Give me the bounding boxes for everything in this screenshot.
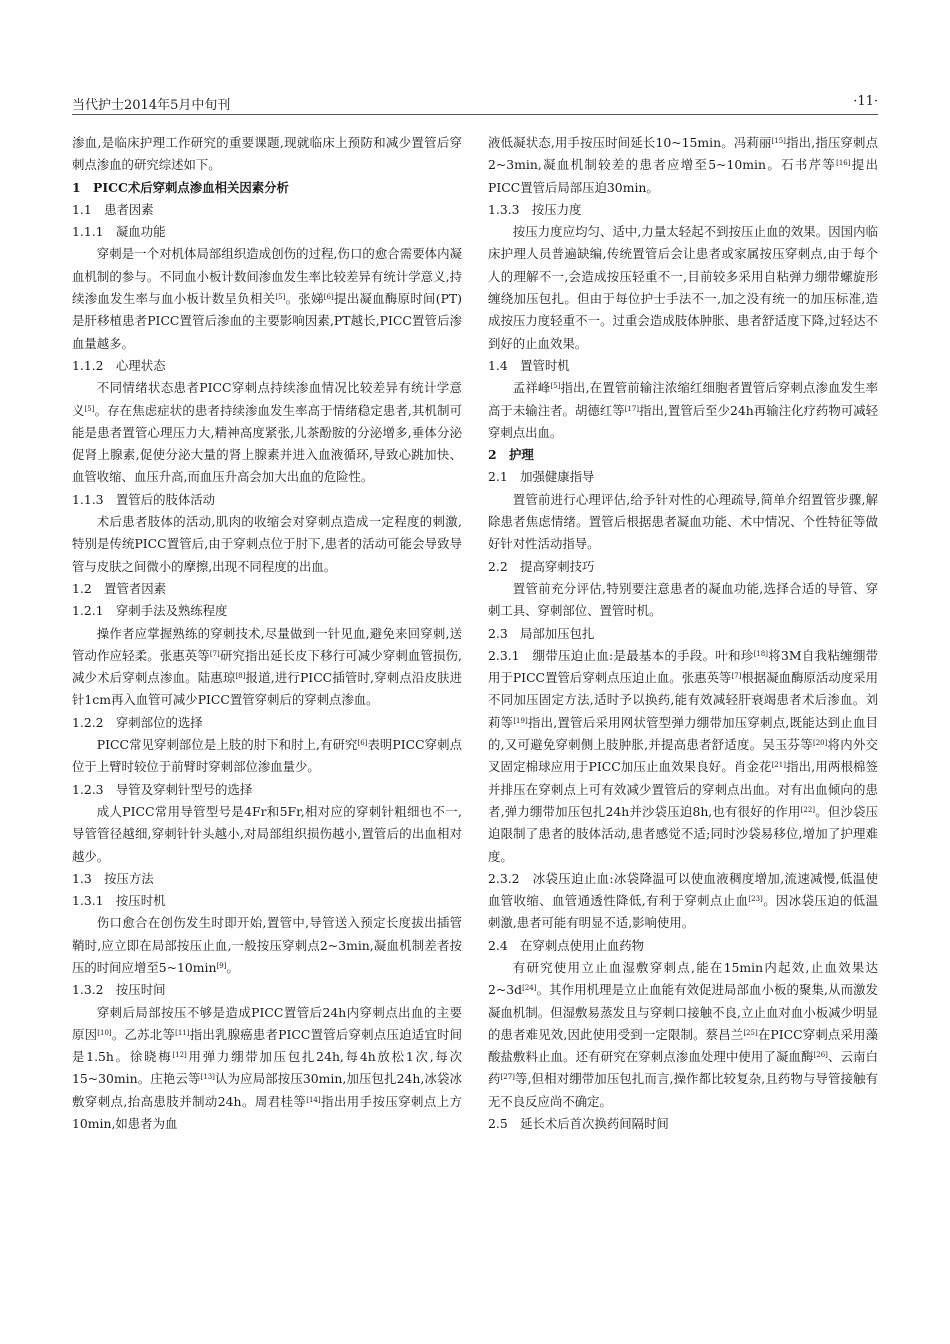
text-run: 根据凝血酶原活动度采用不同加压固定方法,适时予以换药,能有效减轻肝衰竭患者术后渗血。刘莉等 [488, 670, 878, 730]
subsection-heading: 1.2 置管者因素 [72, 580, 167, 596]
citation-ref: [8] [235, 672, 246, 681]
paragraph: 渗血,是临床护理工作研究的重要课题,现就临床上预防和减少置管后穿刺点渗血的研究综述如下。 [72, 135, 462, 173]
citation-ref: [24] [522, 984, 537, 993]
text-run: 指出乳腺癌患者PICC置管后穿刺点压迫适宜时间是1.5h。徐晓梅 [72, 1026, 463, 1065]
text-run: 穿刺后局部按压不够是造成PICC置管后24h内穿刺点出血的主要原因 [72, 1004, 462, 1042]
subsection-heading: 1.2.3 导管及穿刺针型号的选择 [72, 781, 253, 797]
subsection-heading: 1.3.3 按压力度 [488, 201, 582, 217]
running-header [72, 92, 878, 115]
citation-ref: [5] [84, 404, 95, 413]
text-run: 指出,置管后采用网状管型弹力绷带加压穿刺点,既能达到止血目的,又可避免穿刺侧上肢肿胀,并提高患者舒适度。吴玉芬等 [488, 714, 878, 753]
text-run: 指出用手按压穿刺点上方10min,如患者为血 [72, 1093, 463, 1132]
text-run: 用弹力绷带加压包扎24h,每4h放松1次,每次15~30min。庄艳云等 [72, 1049, 463, 1087]
citation-ref: [9] [216, 962, 227, 971]
text-run: 提出PICC置管后局部压迫30min。 [488, 157, 878, 195]
text-run: 指出,在置管前输注浓缩红细胞者置管后穿刺点渗血发生率高于未输注者。胡德红等 [488, 380, 878, 418]
paragraph [488, 377, 878, 444]
text-run: 将3M自我粘缠绷带用于PICC置管后穿刺点压迫止血。张惠英等 [488, 647, 878, 686]
text-run: 操作者应掌握熟练的穿刺技术,尽量做到一针见血,避免来回穿刺,送管动作应轻柔。张惠英等 [72, 625, 462, 663]
text-run: 伤口愈合在创伤发生时即开始,置管中,导管送入预定长度拔出插管鞘时,应立即在局部按压止血,一般按压穿刺点2~3min,凝血机制差者按压的时间应增至5~10min [72, 915, 462, 975]
paragraph: 置管前进行心理评估,给予针对性的心理疏导,简单介绍置管步骤,解除患者焦虑情绪。置管后根据患者凝血功能、术中情况、个性特征等做好针对性活动指导。 [488, 491, 878, 552]
paragraph [488, 957, 878, 1113]
paragraph [72, 377, 462, 488]
citation-ref: [19] [513, 716, 528, 725]
subsection-heading: 1.1.2 心理状态 [72, 357, 166, 373]
text-run: 。存在焦虑症状的患者持续渗血发生率高于情绪稳定患者,其机制可能是患者置管心理压力大,精神高度紧张,儿茶酚胺的分泌增多,垂体分泌促肾上腺素,促使分泌大量的肾上腺素并进入血液循环,导致心跳加快、血管收缩、血压升高,而血压升高会加大出血的危险性。 [72, 402, 462, 485]
paragraph: 置管前充分评估,特别要注意患者的凝血功能,选择合适的导管、穿刺工具、穿刺部位、置管时机。 [488, 580, 878, 619]
citation-ref: [7] [209, 649, 220, 658]
subsection-heading: 1.3.1 按压时机 [72, 893, 166, 909]
citation-ref: [11] [175, 1029, 190, 1038]
citation-ref: [13] [200, 1073, 215, 1082]
citation-ref: [10] [97, 1029, 112, 1038]
citation-ref: [25] [743, 1029, 758, 1038]
subsection-heading: 1.1.1 凝血功能 [72, 224, 166, 240]
paragraph [488, 132, 878, 199]
paragraph: 按压力度应均匀、适中,力量太轻起不到按压止血的效果。因国内临床护理人员普遍缺编,传统置管后会让患者或家属按压穿刺点,由于每个人的理解不一,会造成按压轻重不一,目前较多采用自粘弹力绷带螺旋形缠绕加压包扎。但由于每位护士手法不一,加之没有统一的加压标准,造成按压力度轻重不一。过重会造成肢体肿胀、患者舒适度下降,过轻达不到好的止血效果。 [488, 224, 878, 351]
citation-ref: [20] [812, 739, 828, 748]
text-run: 。乙苏北等 [111, 1026, 176, 1042]
citation-ref: [18] [753, 649, 768, 658]
citation-ref: [6] [357, 739, 368, 748]
subsection-heading: 1.2.2 穿刺部位的选择 [72, 714, 203, 730]
text-run: 将内外交叉固定棉球应用于PICC加压止血效果良好。肖金花 [488, 737, 878, 775]
text-run: 穿刺是一个对机体局部组织造成创伤的过程,伤口的愈合需要体内凝血机制的参与。不同血小板计数间渗血发生率比较差异有统计学意义,持续渗血发生率与血小板计数呈负相关 [72, 246, 462, 307]
citation-ref: [16] [836, 159, 851, 168]
text-run: 、云南白药 [488, 1049, 879, 1087]
text-run: 研究指出延长皮下移行可减少穿刺血管损伤,减少术后穿刺点渗血。陆惠琼 [72, 647, 462, 686]
subsection-heading: 1.3 按压方法 [72, 870, 154, 886]
subsection-heading: 1.2.1 穿刺手法及熟练程度 [72, 603, 228, 619]
text-run: 提出凝血酶原时间(PT)是肝移植患者PICC置管后渗血的主要影响因素,PT越长,PICC置管后渗血量越多。 [72, 291, 463, 351]
subsection-heading: 2.3 局部加压包扎 [488, 625, 595, 641]
right-column [488, 132, 878, 1135]
paragraph [488, 645, 878, 868]
paragraph [488, 868, 878, 935]
paragraph [72, 912, 462, 979]
paragraph [72, 1002, 462, 1136]
paragraph [72, 243, 462, 354]
text-run: 2.3.2 冰袋压迫止血:冰袋降温可以使血液稠度增加,流速减慢,低温使血管收缩、血管通透性降低,有利于穿刺点止血 [488, 870, 878, 909]
text-run: 。张娣 [285, 291, 324, 307]
subsection-heading: 1.1.3 置管后的肢体活动 [72, 491, 216, 507]
citation-ref: [23] [748, 895, 763, 904]
paragraph: 成人PICC常用导管型号是4Fr和5Fr,相对应的穿刺针粗细也不一,导管管径越细,穿刺针针头越小,对局部组织损伤越小,置管后的出血相对越少。 [72, 803, 462, 864]
subsection-heading: 2.5 延长术后首次换药间隔时间 [488, 1116, 669, 1132]
citation-ref: [26] [813, 1051, 828, 1060]
text-run: 不同情绪状态患者PICC穿刺点持续渗血情况比较差异有统计学意义 [72, 380, 462, 418]
text-run: 指出,用两根棉签并排压在穿刺点上可有效减少置管后的穿刺点出血。对有出血倾向的患者,弹力绷带加压包扎24h并沙袋压迫8h,也有很好的作用 [488, 759, 878, 819]
subsection-heading: 1.1 患者因素 [72, 201, 154, 217]
text-run: 认为应局部按压30min,加压包扎24h,冰袋冰敷穿刺点,抬高患肢并制动24h。周君桂等 [72, 1071, 462, 1109]
text-run: 2.3.1 绷带压迫止血:是最基本的手段。叶和珍 [488, 647, 754, 663]
left-column [72, 132, 462, 1135]
citation-ref: [21] [771, 761, 786, 770]
section-heading: 1 PICC术后穿刺点渗血相关因素分析 [72, 179, 289, 195]
subsection-heading: 1.3.2 按压时间 [72, 982, 166, 998]
paragraph: 术后患者肢体的活动,肌肉的收缩会对穿刺点造成一定程度的刺激,特别是传统PICC置管后,由于穿刺点位于肘下,患者的活动可能会导致导管与皮肤之间微小的摩擦,出现不同程度的出血。 [72, 514, 462, 574]
subsection-heading: 2.1 加强健康指导 [488, 469, 595, 485]
paragraph [72, 734, 462, 779]
text-run: 等,但相对绷带加压包扎而言,操作都比较复杂,且药物与导管接触有无不良反应尚不确定。 [488, 1071, 878, 1109]
text-run: 。因冰袋压迫的低温刺激,患者可能有明显不适,影响使用。 [488, 893, 878, 931]
citation-ref: [17] [624, 404, 640, 413]
text-run: 指出,指压穿刺点2~3min,凝血机制较差的患者应增至5~10min。石书芹等 [488, 135, 878, 173]
text-run: 。但沙袋压迫限制了患者的肢体活动,患者感觉不适;同时沙袋易移位,增加了护理难度。 [488, 803, 878, 864]
text-run: 孟祥峰 [512, 380, 551, 396]
text-run: 液低凝状态,用手按压时间延长10~15min。冯莉丽 [488, 135, 772, 150]
citation-ref: [5] [550, 382, 561, 391]
text-run: 在PICC穿刺点采用藻酸盐敷料止血。还有研究在穿刺点渗血处理中使用了凝血酶 [488, 1026, 878, 1065]
subsection-heading: 1.4 置管时机 [488, 357, 570, 373]
paragraph [72, 623, 462, 712]
citation-ref: [14] [306, 1095, 321, 1104]
citation-ref: [5] [275, 293, 286, 302]
text-run: 。 [226, 959, 239, 975]
text-run: 指出,置管后至少24h再输注化疗药物可减轻穿刺点出血。 [488, 402, 879, 440]
text-run: 。其作用机理是立止血能有效促进局部血小板的聚集,从而激发凝血机制。但湿敷易蒸发且与穿刺口接触不良,立止血对血小板减少明显的患者难见效,因此使用受到一定限制。蔡昌兰 [488, 982, 878, 1042]
text-run: 有研究使用立止血湿敷穿刺点,能在15min内起效,止血效果达2~3d [488, 959, 878, 998]
text-run: 报道,进行PICC插管时,穿刺点沿皮肤进针1cm再入血管可减少PICC置管穿刺后的穿刺点渗血。 [72, 670, 463, 708]
citation-ref: [7] [731, 672, 742, 681]
citation-ref: [27] [500, 1073, 515, 1082]
text-run: 表明PICC穿刺点位于上臂时较位于前臂时穿刺部位渗血量少。 [72, 737, 462, 775]
citation-ref: [6] [323, 293, 334, 302]
subsection-heading: 2.2 提高穿刺技巧 [488, 558, 595, 574]
text-run: PICC常见穿刺部位是上肢的肘下和肘上,有研究 [96, 737, 358, 753]
subsection-heading: 2.4 在穿刺点使用止血药物 [488, 937, 645, 953]
section-heading: 2 护理 [488, 447, 534, 463]
journal-issue: 当代护士2014年5月中旬刊 [72, 98, 231, 113]
citation-ref: [15] [771, 137, 786, 146]
citation-ref: [12] [172, 1051, 187, 1060]
page-number: ·11· [853, 94, 878, 109]
citation-ref: [22] [800, 806, 816, 815]
